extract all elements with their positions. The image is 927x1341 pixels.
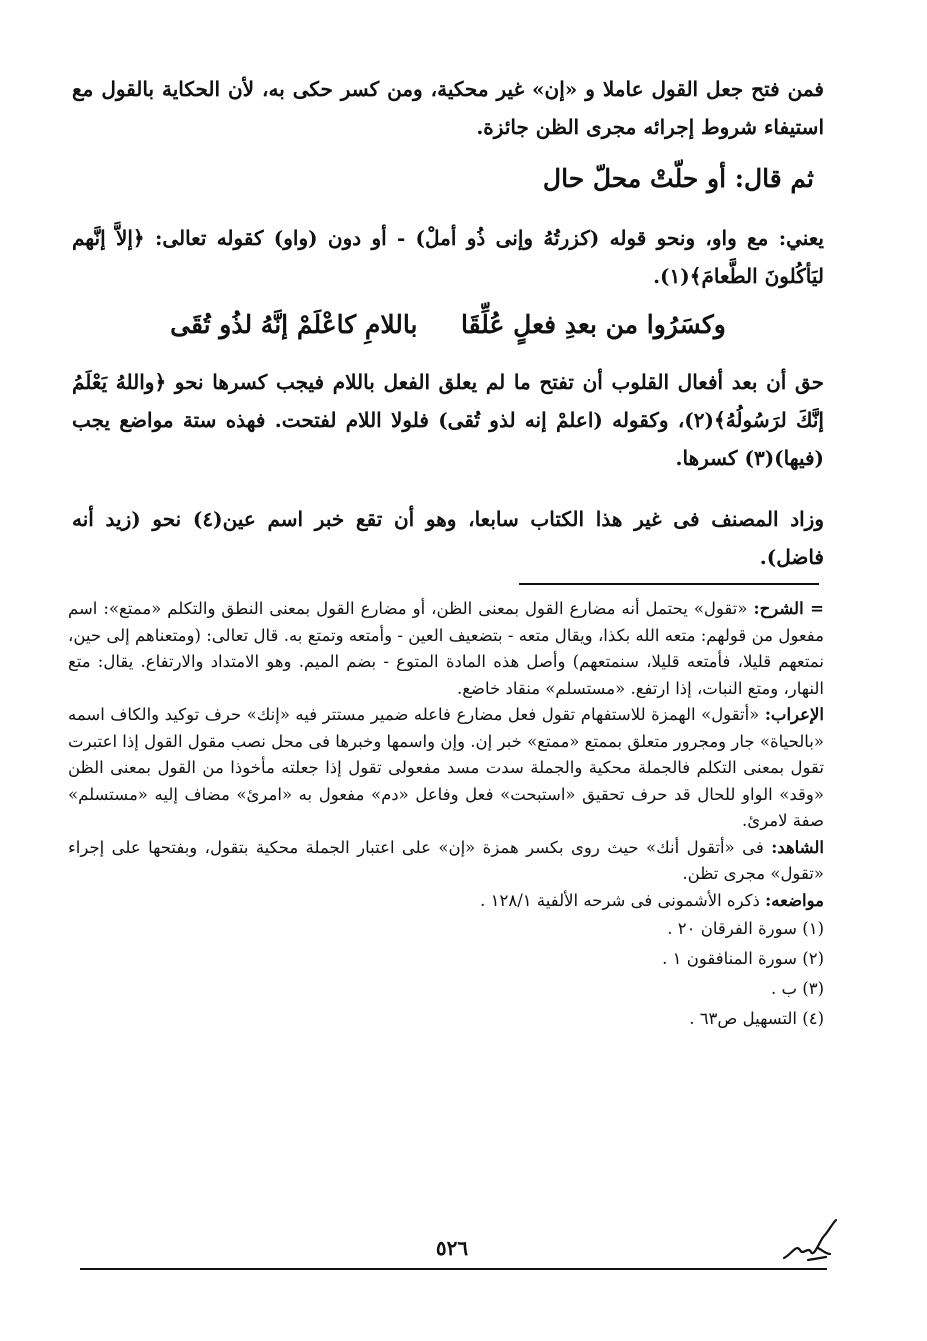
note-shahid bbox=[68, 835, 824, 888]
note-irab bbox=[68, 702, 824, 835]
verse-2: وكسَرُوا من بعدِ فعلٍ عُلِّقَا باللامِ كاعْلَمْ إنَّهُ لذُو تُقَى bbox=[170, 310, 726, 339]
verse-1: ثم قال: أو حلّتْ محلّ حال bbox=[542, 164, 814, 193]
note-irab-label: الإعراب: bbox=[764, 705, 824, 724]
signature-icon bbox=[778, 1210, 840, 1270]
note-mawadi-label: مواضعه: bbox=[765, 890, 824, 910]
footer-rule bbox=[80, 1268, 827, 1270]
note-shahid-text: فى «أتقول أنك» حيث روى بكسر همزة «إن» على اعتبار الجملة محكية بتقول، وبفتحها على إجراء «تقول» مجرى تظن. bbox=[68, 837, 824, 883]
main-paragraph-1: فمن فتح جعل القول عاملا و «إن» غير محكية، ومن كسر حكى به، لأن الحكاية بالقول مع استيفاء شروط إجرائه مجرى الظن جائزة. bbox=[72, 77, 824, 139]
note-irab-text: «أتقول» الهمزة للاستفهام تقول فعل مضارع فاعله ضمير مستتر فيه «إنك» حرف توكيد والكاف اسمه «بالحياة» جار ومجرور متعلق بممتع «ممتع» خبر إن. وإن واسمها وخبرها فى محل نصب مقول القول إذا اعتبرت تقول بمعنى التكلم فالجملة محكية والجملة سدت مسد مفعولى تقول إذا جعلته مأخوذا من القول بمعنى الظن «وقد» الواو للحال قد حرف تحقيق «استبحت» فعل وفاعل «دم» مفعول به «امرئ» مضاف إليه «مستسلم» صفة لامرئ. bbox=[68, 705, 824, 830]
page-number: ٥٢٦ bbox=[435, 1236, 469, 1260]
note-sharh-text: «تقول» يحتمل أنه مضارع القول بمعنى الظن، أو مضارع القول بمعنى النطق والتكلم «ممتع»: اسم مفعول من قولهم: متعه الله بكذا، ويقال متعه - بتضعيف العين - وأمتعه وتمتع به. قال تعالى: (ومتعناهم إلى حين، نمتعهم قليلا، فأمتعه قليلا، سنمتعهم) وأصل هذه المادة المتوع - بضم الميم. وهو الامتداد والارتفاع. يقال: متع النهار، ومتع النبات، إذا ارتفع. «مستسلم» منقاد خاضع. bbox=[68, 599, 824, 698]
footnote-2: (٢) سورة المنافقون ١ . bbox=[662, 949, 824, 968]
footnote-separator bbox=[519, 583, 819, 585]
footnote-4: (٤) التسهيل ص٦٣ . bbox=[689, 1009, 824, 1028]
note-sharh-label: = الشرح: bbox=[753, 599, 824, 618]
footnote-1: (١) سورة الفرقان ٢٠ . bbox=[667, 919, 824, 938]
main-paragraph-2: يعني: مع واو، ونحو قوله (كزرتُهُ وإنى ذُو أملْ) - أو دون (واو) كقوله تعالى: ﴿إلاَّ إنَّهم ليَأكُلونَ الطَّعامَ﴾(١). bbox=[72, 226, 824, 288]
main-paragraph-4: وزاد المصنف فى غير هذا الكتاب سابعا، وهو أن تقع خبر اسم عين(٤) نحو (زيد أنه فاضل). bbox=[72, 507, 824, 569]
footnote-3: (٣) ب . bbox=[770, 979, 824, 998]
note-shahid-label: الشاهد: bbox=[771, 837, 824, 857]
note-sharh bbox=[68, 596, 824, 702]
notes-section bbox=[68, 596, 824, 1034]
note-mawadi bbox=[68, 888, 824, 915]
note-mawadi-text: ذكره الأشمونى فى شرحه الألفية ١٢٨/١ . bbox=[480, 890, 760, 910]
main-paragraph-3: حق أن بعد أفعال القلوب أن تفتح ما لم يعلق الفعل باللام فيجب كسرها نحو ﴿واللهُ يَعْلَمُ إنَّكَ لرَسُولُهُ﴾(٢)، وكقوله (اعلمْ إنه لذو تُقى) فلولا اللام لفتحت. فهذه ستة مواضع يجب (فيها)(٣) كسرها. bbox=[72, 370, 824, 470]
